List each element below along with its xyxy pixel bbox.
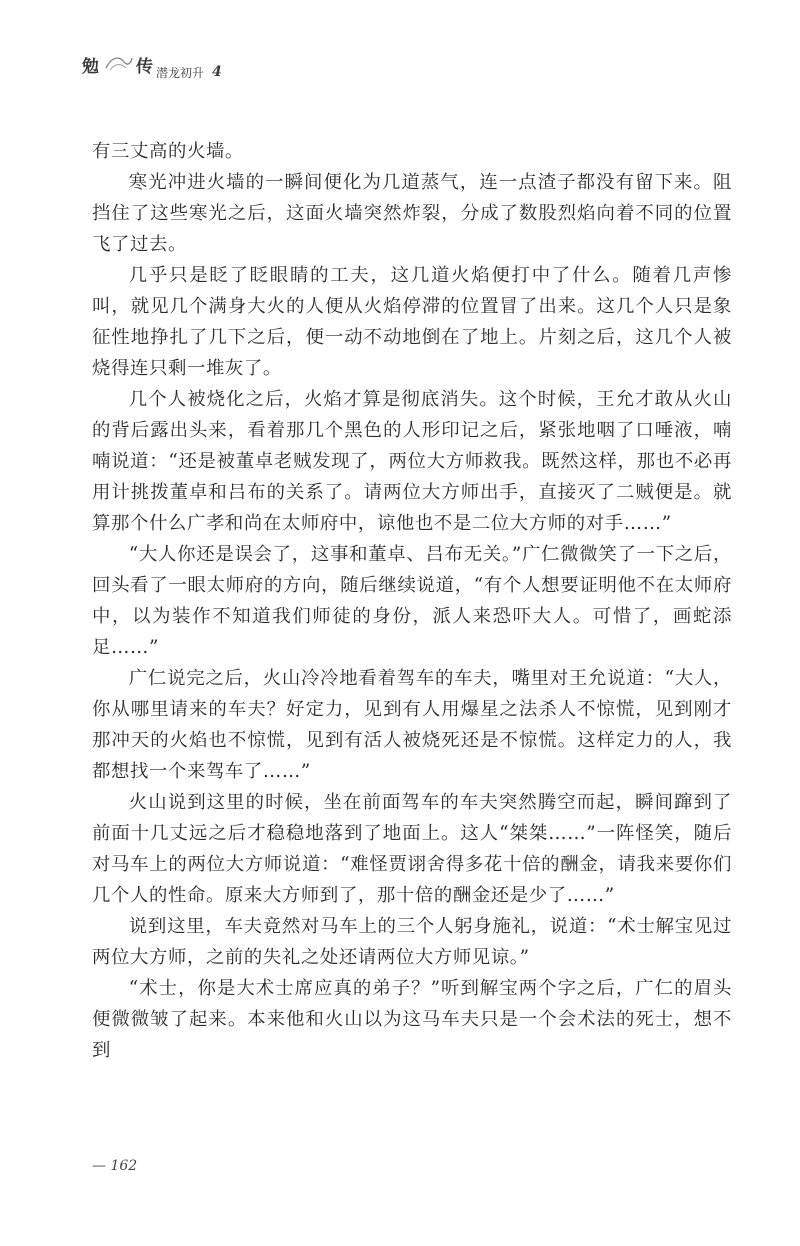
header-title-part2: 传 [136,57,153,77]
body-text [92,136,732,1066]
paragraph: 几乎只是眨了眨眼睛的工夫，这几道火焰便打中了什么。随着几声惨叫，就见几个满身大火的人便从火焰停滞的位置冒了出来。这几个人只是象征性地挣扎了几下之后，便一动不动地倒在了地上。片刻之后，这几个人被烧得连只剩一堆灰了。 [92,265,732,379]
paragraph: 广仁说完之后，火山冷冷地看着驾车的车夫，嘴里对王允说道：“大人，你从哪里请来的车夫？好定力，见到有人用爆星之法杀人不惊慌，见到刚才那冲天的火焰也不惊慌，见到有活人被烧死还是不惊慌。这样定力的人，我都想找一个来驾车了……” [92,668,732,782]
paragraph: 火山说到这里的时候，坐在前面驾车的车夫突然腾空而起，瞬间蹿到了前面十几丈远之后才稳稳地落到了地面上。这人“桀桀……”一阵怪笑，随后对马车上的两位大方师说道：“难怪贾诩舍得多花十倍的酬金，请我来要你们几个人的性命。原来大方师到了，那十倍的酬金还是少了……” [92,792,732,906]
running-header [82,50,382,86]
header-ornament-icon [104,52,134,74]
paragraph: 有三丈高的火墙。 [92,141,244,162]
page-number: — 162 [92,1158,138,1174]
header-subtitle: 潜龙初升 [156,66,205,80]
paragraph: 寒光冲进火墙的一瞬间便化为几道蒸气，连一点渣子都没有留下来。阻挡住了这些寒光之后，这面火墙突然炸裂，分成了数股烈焰向着不同的位置飞了过去。 [92,172,732,255]
header-title-part1: 勉 [82,57,99,77]
paragraph: “术士，你是大术士席应真的弟子？”听到解宝两个字之后，广仁的眉头便微微皱了起来。本来他和火山以为这马车夫只是一个会术法的死士，想不到 [92,978,732,1061]
paragraph: 说到这里，车夫竟然对马车上的三个人躬身施礼，说道：“术士解宝见过两位大方师，之前的失礼之处还请两位大方师见谅。” [92,916,732,968]
header-volume-number: 4 [212,64,222,80]
paragraph: 几个人被烧化之后，火焰才算是彻底消失。这个时候，王允才敢从火山的背后露出头来，看着那几个黑色的人形印记之后，紧张地咽了口唾液，喃喃说道：“还是被董卓老贼发现了，两位大方师救我。既然这样，那也不必再用计挑拨董卓和吕布的关系了。请两位大方师出手，直接灭了二贼便是。就算那个什么广孝和尚在太师府中，谅他也不是二位大方师的对手……” [92,389,732,534]
paragraph: “大人你还是误会了，这事和董卓、吕布无关。”广仁微微笑了一下之后，回头看了一眼太师府的方向，随后继续说道，“有个人想要证明他不在太师府中，以为装作不知道我们师徒的身份，派人来恐吓大人。可惜了，画蛇添足……” [92,544,732,658]
